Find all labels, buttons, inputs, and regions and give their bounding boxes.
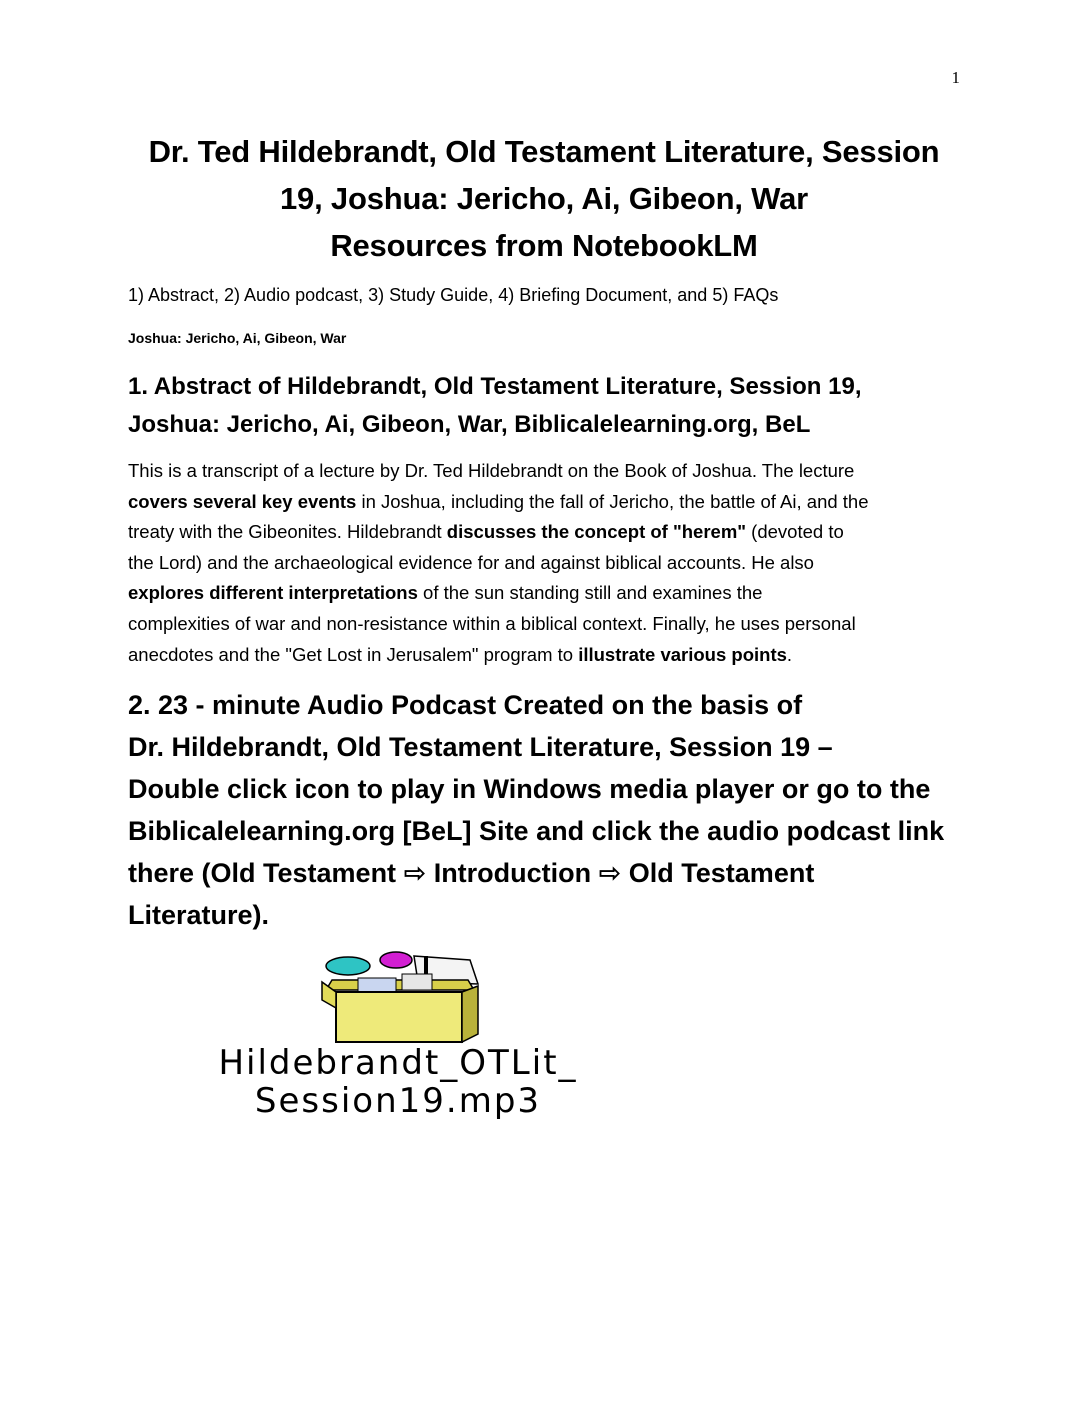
abstract-line-7 bbox=[128, 640, 968, 671]
abstract-line-3-post: (devoted to bbox=[746, 521, 844, 543]
abstract-line-2 bbox=[128, 487, 968, 518]
abstract-heading bbox=[128, 368, 968, 444]
abstract-line-6: complexities of war and non-resistance within a biblical context. Finally, he uses personal bbox=[128, 612, 856, 634]
podcast-line-3: Double click icon to play in Windows media player or go to the bbox=[128, 774, 931, 804]
audio-file-label-line-1: Hildebrandt_OTLit_ bbox=[218, 1043, 578, 1083]
abstract-line-7-post: . bbox=[786, 643, 793, 665]
abstract-heading-line-2: Joshua: Jericho, Ai, Gibeon, War, Biblicalelearning.org, BeL bbox=[128, 411, 811, 438]
abstract-line-5-text: of the sun standing still and examines the bbox=[417, 582, 763, 604]
subject-line: Joshua: Jericho, Ai, Gibeon, War bbox=[128, 330, 347, 346]
page-number: 1 bbox=[951, 68, 960, 87]
abstract-paragraph bbox=[128, 456, 968, 670]
abstract-emphasis-herem: discusses the concept of "herem" bbox=[446, 521, 747, 543]
podcast-line-5 bbox=[128, 852, 978, 894]
audio-file-label[interactable] bbox=[128, 1044, 668, 1120]
abstract-line-4: the Lord) and the archaeological evidence for and against biblical accounts. He also bbox=[128, 551, 814, 573]
abstract-line-2-text: in Joshua, including the fall of Jericho, the battle of Ai, and the bbox=[356, 490, 869, 512]
abstract-line-3-pre: treaty with the Gibeonites. Hildebrandt bbox=[128, 521, 447, 543]
abstract-line-5 bbox=[128, 578, 968, 609]
podcast-line-5-a: there (Old Testament bbox=[128, 858, 404, 888]
podcast-line-2: Dr. Hildebrandt, Old Testament Literature, Session 19 – bbox=[128, 732, 833, 762]
document-title bbox=[120, 128, 968, 269]
arrow-right-icon: ⇨ bbox=[598, 858, 622, 888]
abstract-heading-line-1: 1. Abstract of Hildebrandt, Old Testament Literature, Session 19, bbox=[128, 373, 862, 400]
title-line-2: 19, Joshua: Jericho, Ai, Gibeon, War bbox=[280, 181, 808, 216]
podcast-line-1: 2. 23 - minute Audio Podcast Created on the basis of bbox=[128, 690, 803, 720]
abstract-emphasis-key-events: covers several key events bbox=[128, 490, 357, 512]
podcast-line-5-b: Introduction bbox=[426, 858, 599, 888]
media-package-icon[interactable] bbox=[318, 950, 484, 1046]
podcast-line-4: Biblicalelearning.org [BeL] Site and click the audio podcast link bbox=[128, 816, 945, 846]
title-line-3: Resources from NotebookLM bbox=[330, 228, 758, 263]
audio-file-label-line-2: Session19.mp3 bbox=[254, 1081, 542, 1121]
title-line-1: Dr. Ted Hildebrandt, Old Testament Literature, Session bbox=[148, 134, 940, 169]
abstract-emphasis-interpretations: explores different interpretations bbox=[128, 582, 418, 604]
abstract-line-7-pre: anecdotes and the "Get Lost in Jerusalem" program to bbox=[128, 643, 579, 665]
podcast-heading bbox=[128, 684, 978, 936]
resources-list: 1) Abstract, 2) Audio podcast, 3) Study Guide, 4) Briefing Document, and 5) FAQs bbox=[128, 285, 779, 305]
abstract-line-1: This is a transcript of a lecture by Dr. Ted Hildebrandt on the Book of Joshua. The lecture bbox=[128, 460, 855, 481]
podcast-line-6: Literature). bbox=[128, 900, 270, 930]
podcast-line-5-c: Old Testament bbox=[621, 858, 815, 888]
abstract-line-3 bbox=[128, 517, 968, 548]
abstract-emphasis-illustrate: illustrate various points bbox=[578, 643, 787, 665]
arrow-right-icon: ⇨ bbox=[403, 858, 427, 888]
